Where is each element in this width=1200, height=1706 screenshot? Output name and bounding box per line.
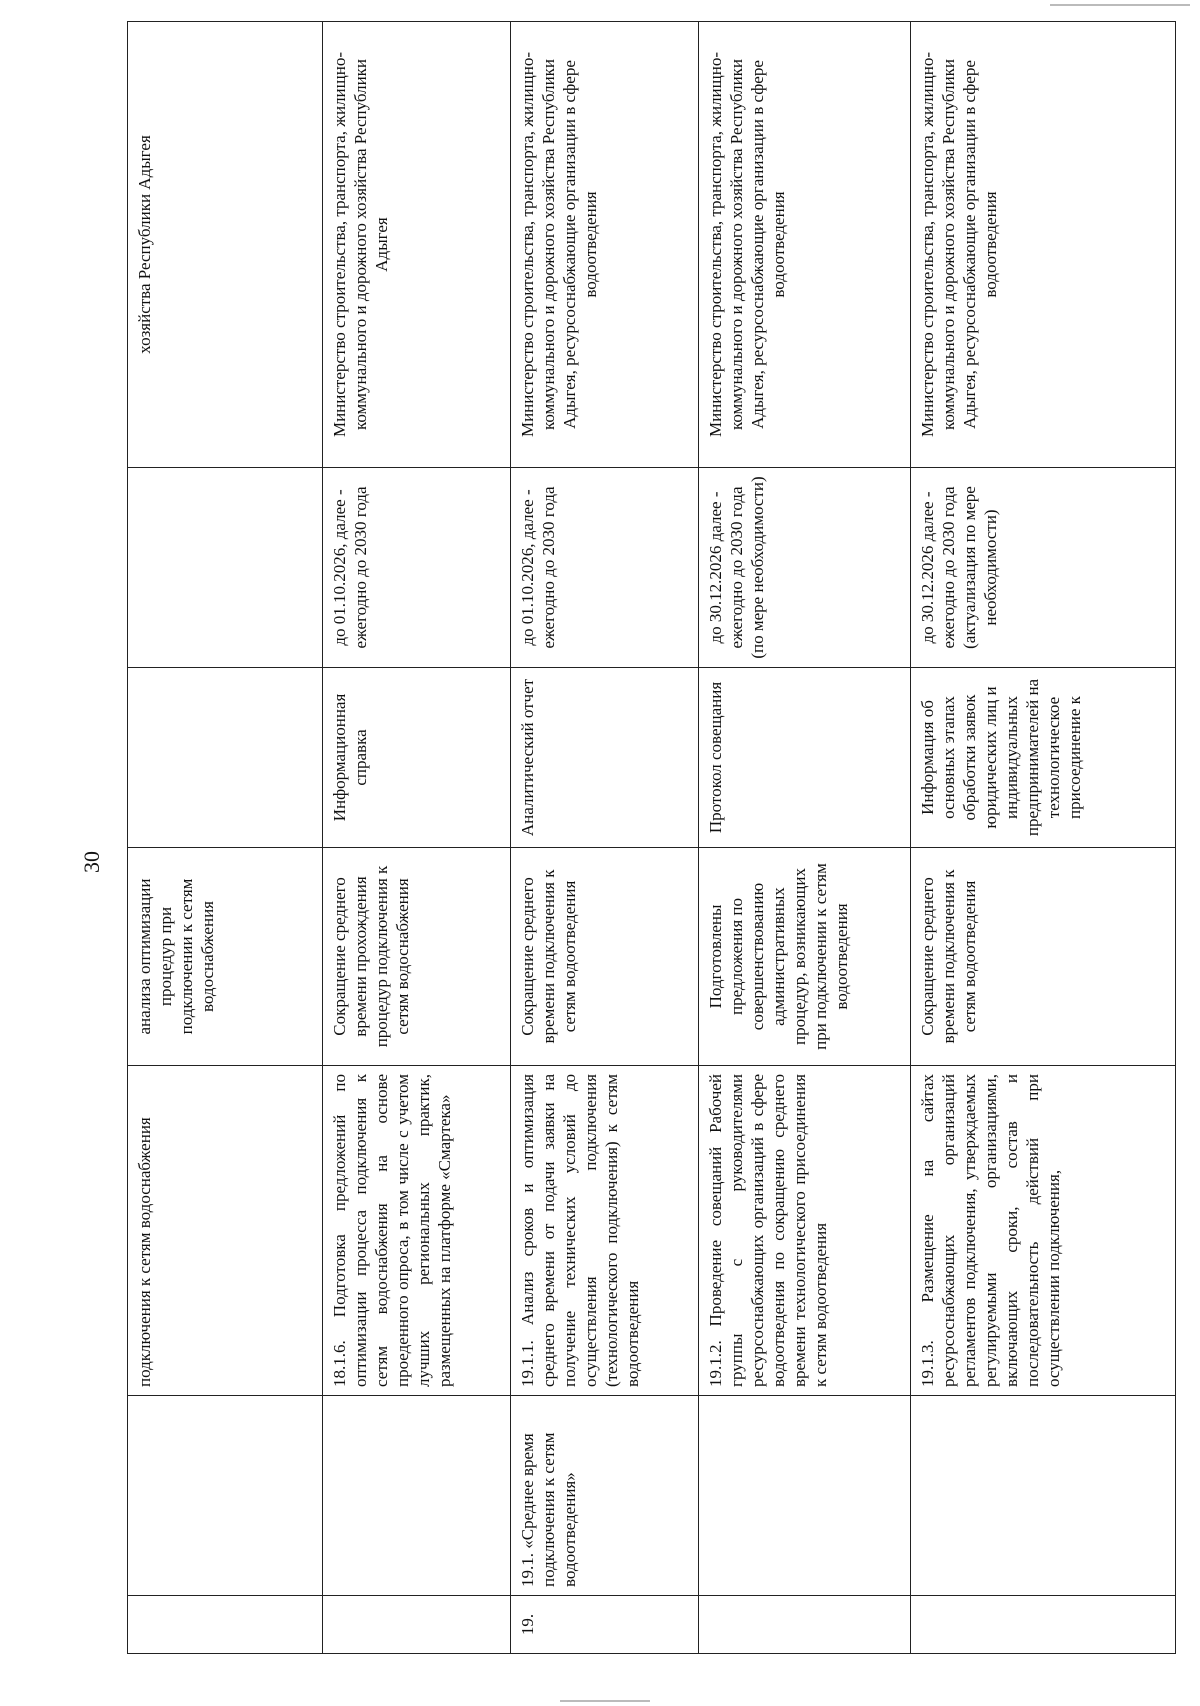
cell-action: 19.1.1. Анализ сроков и оптимизация среднего времени от подачи заявки на получение технических условий до осуществления подключения (технологического подключения) к сетям водоотведения <box>511 1066 699 1396</box>
cell-responsible: Министерство строительства, транспорта, жилищно-коммунального и дорожного хозяйства Республики Адыгея, ресурсоснабжающие организации в сфере водоотведения <box>511 22 699 468</box>
cell-action: 19.1.2. Проведение совещаний Рабочей группы с руководителями ресурсоснабжающих организаций в сфере водоотведения по сокращению среднего времени технологического присоединения к сетям водоотведения <box>699 1066 911 1396</box>
cell-number <box>699 1596 911 1654</box>
cell-result: Сокращение среднего времени подключения к сетям водоотведения <box>511 848 699 1066</box>
cell-indicator <box>323 1396 511 1596</box>
cell-action: подключения к сетям водоснабжения <box>128 1066 323 1396</box>
cell-result: Сокращение среднего времени подключения к сетям водоотведения <box>911 848 1176 1066</box>
cell-action: 18.1.6. Подготовка предложений по оптимизации процесса подключения к сетям водоснабжения на основе проеденного опроса, в том числе с учетом лучших региональных практик, размещенных на платформе «Смартека» <box>323 1066 511 1396</box>
scan-artifact <box>560 1700 650 1702</box>
cell-result: Сокращение среднего времени прохождения процедур подключения к сетям водоснабжения <box>323 848 511 1066</box>
cell-deadline: до 30.12.2026 далее - ежегодно до 2030 года (по мере необходимости) <box>699 468 911 668</box>
cell-indicator: 19.1. «Среднее время подключения к сетям водоотведения» <box>511 1396 699 1596</box>
rotated-table-container <box>127 22 1175 1654</box>
cell-deadline: до 01.10.2026, далее - ежегодно до 2030 года <box>323 468 511 668</box>
cell-number <box>323 1596 511 1654</box>
scan-artifact <box>1050 4 1190 6</box>
cell-responsible: Министерство строительства, транспорта, жилищно-коммунального и дорожного хозяйства Республики Адыгея, ресурсоснабжающие организации в сфере водоотведения <box>911 22 1176 468</box>
cell-indicator <box>911 1396 1176 1596</box>
measures-table <box>127 21 1176 1654</box>
cell-number <box>911 1596 1176 1654</box>
cell-number: 19. <box>511 1596 699 1654</box>
table-row <box>323 22 511 1654</box>
table-row <box>511 22 699 1654</box>
cell-indicator <box>699 1396 911 1596</box>
cell-document: Информационная справка <box>323 668 511 848</box>
cell-action: 19.1.3. Размещение на сайтах ресурсоснабжающих организаций регламентов подключения, утверждаемых регулируемыми организациями, включающих сроки, состав и последовательность действий при осуществлении подключения, <box>911 1066 1176 1396</box>
cell-deadline: до 30.12.2026 далее - ежегодно до 2030 года (актуализация по мере необходимости) <box>911 468 1176 668</box>
table-row <box>128 22 323 1654</box>
table-row <box>911 22 1176 1654</box>
cell-document: Информация об основных этапах обработки заявок юридических лиц и индивидуальных предпринимателей на технологическое присоединение к <box>911 668 1176 848</box>
page-number: 30 <box>79 851 104 873</box>
cell-result: анализа оптимизации процедур при подключении к сетям водоснабжения <box>128 848 323 1066</box>
cell-responsible: Министерство строительства, транспорта, жилищно-коммунального и дорожного хозяйства Республики Адыгея <box>323 22 511 468</box>
cell-document: Аналитический отчет <box>511 668 699 848</box>
table-row <box>699 22 911 1654</box>
cell-document: Протокол совещания <box>699 668 911 848</box>
cell-responsible: хозяйства Республики Адыгея <box>128 22 323 468</box>
cell-responsible: Министерство строительства, транспорта, жилищно-коммунального и дорожного хозяйства Республики Адыгея, ресурсоснабжающие организации в сфере водоотведения <box>699 22 911 468</box>
cell-result: Подготовлены предложения по совершенствованию административных процедур, возникающих при подключении к сетям водоотведения <box>699 848 911 1066</box>
cell-deadline: до 01.10.2026, далее - ежегодно до 2030 года <box>511 468 699 668</box>
cell-indicator <box>128 1396 323 1596</box>
cell-number <box>128 1596 323 1654</box>
cell-deadline <box>128 468 323 668</box>
cell-document <box>128 668 323 848</box>
